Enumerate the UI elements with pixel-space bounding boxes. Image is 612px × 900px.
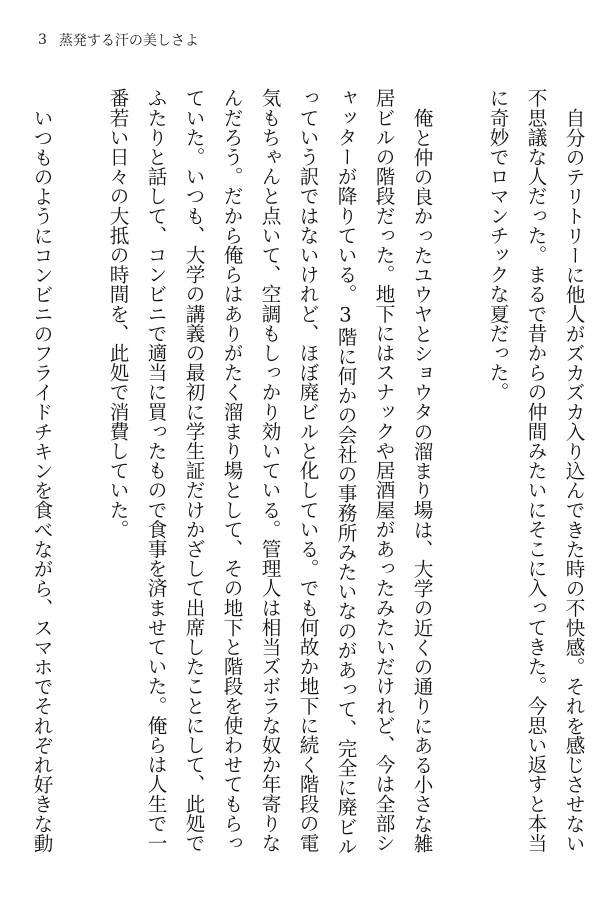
page-number: 3 xyxy=(38,32,47,48)
running-header xyxy=(38,28,199,52)
paragraph-2: 俺と仲の良かったユウヤとショウタの溜まり場は、大学の近くの通りにある小さな雑居ビルの階段だった。地下にはスナックや居酒屋があったみたいだけれど、今は全部シャッターが降りている。3階に何かの会社の事務所みたいなのがあって、完全に廃ビルっていう訳ではないけれど、ほぼ廃ビルと化している。でも何故か地下に続く階段の電気もちゃんと点いて、空調もしっかり効いている。管理人は相当ズボラな奴か年寄りなんだろう。だから俺らはありがたく溜まり場として、その地下と階段を使わせてもらっていた。いつも、大学の講義の最初に学生証だけかざして出席したことにして、此処でふたりと話して、コンビニで適当に買ったもので食事を済ませていた。俺らは人生で一番若い日々の大抵の時間を、此処で消費していた。 xyxy=(106,88,433,856)
paragraph-3: いつものようにコンビニのフライドチキンを食べながら、スマホでそれぞれ好きな動 xyxy=(30,107,53,853)
body-text xyxy=(22,88,592,868)
paragraph-1: 自分のテリトリーに他人がズカズカ入り込んできた時の不快感。それを感じさせない不思議な人だった。まるで昔からの仲間みたいにそこに入ってきた。今思い返すと本当に奇妙でロマンチックな夏だった。 xyxy=(486,88,585,853)
chapter-title: 蒸発する汗の美しさよ xyxy=(58,33,199,49)
